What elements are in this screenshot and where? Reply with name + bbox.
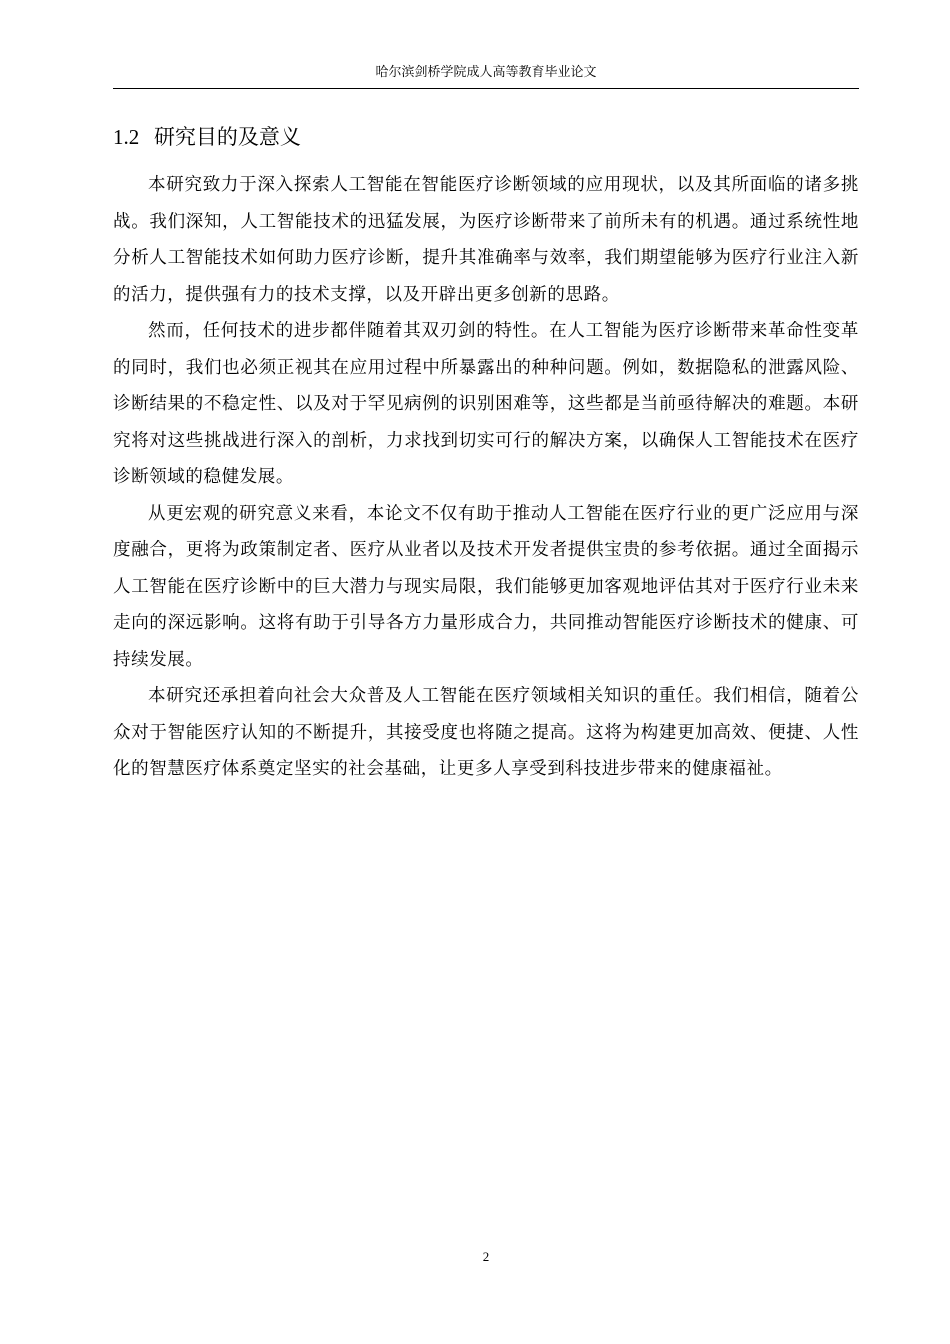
paragraph-2: 然而，任何技术的进步都伴随着其双刃剑的特性。在人工智能为医疗诊断带来革命性变革的同时，我们也必须正视其在应用过程中所暴露出的种种问题。例如，数据隐私的泄露风险、诊断结果的不稳定性、以及对于罕见病例的识别困难等，这些都是当前亟待解决的难题。本研究将对这些挑战进行深入的剖析，力求找到切实可行的解决方案，以确保人工智能技术在医疗诊断领域的稳健发展。 [113, 321, 859, 487]
section-title: 研究目的及意义 [153, 125, 301, 149]
section-heading [113, 122, 859, 152]
paragraph-3: 从更宏观的研究意义来看，本论文不仅有助于推动人工智能在医疗行业的更广泛应用与深度融合，更将为政策制定者、医疗从业者以及技术开发者提供宝贵的参考依据。通过全面揭示人工智能在医疗诊断中的巨大潜力与现实局限，我们能够更加客观地评估其对于医疗行业未来走向的深远影响。这将有助于引导各方力量形成合力，共同推动智能医疗诊断技术的健康、可持续发展。 [113, 503, 859, 670]
header-divider [113, 88, 859, 89]
section-number: 1.2 [113, 125, 140, 149]
paragraph-4: 本研究还承担着向社会大众普及人工智能在医疗领域相关知识的重任。我们相信，随着公众对于智能医疗认知的不断提升，其接受度也将随之提高。这将为构建更加高效、便捷、人性化的智慧医疗体系奠定坚实的社会基础，让更多人享受到科技进步带来的健康福祉。 [113, 686, 859, 779]
running-header: 哈尔滨剑桥学院成人高等教育毕业论文 [375, 65, 597, 80]
body-text [113, 167, 859, 788]
page-number: 2 [482, 1249, 490, 1264]
paragraph-1: 本研究致力于深入探索人工智能在智能医疗诊断领域的应用现状，以及其所面临的诸多挑战。我们深知，人工智能技术的迅猛发展，为医疗诊断带来了前所未有的机遇。通过系统性地分析人工智能技术如何助力医疗诊断，提升其准确率与效率，我们期望能够为医疗行业注入新的活力，提供强有力的技术支撑，以及开辟出更多创新的思路。 [113, 175, 859, 305]
